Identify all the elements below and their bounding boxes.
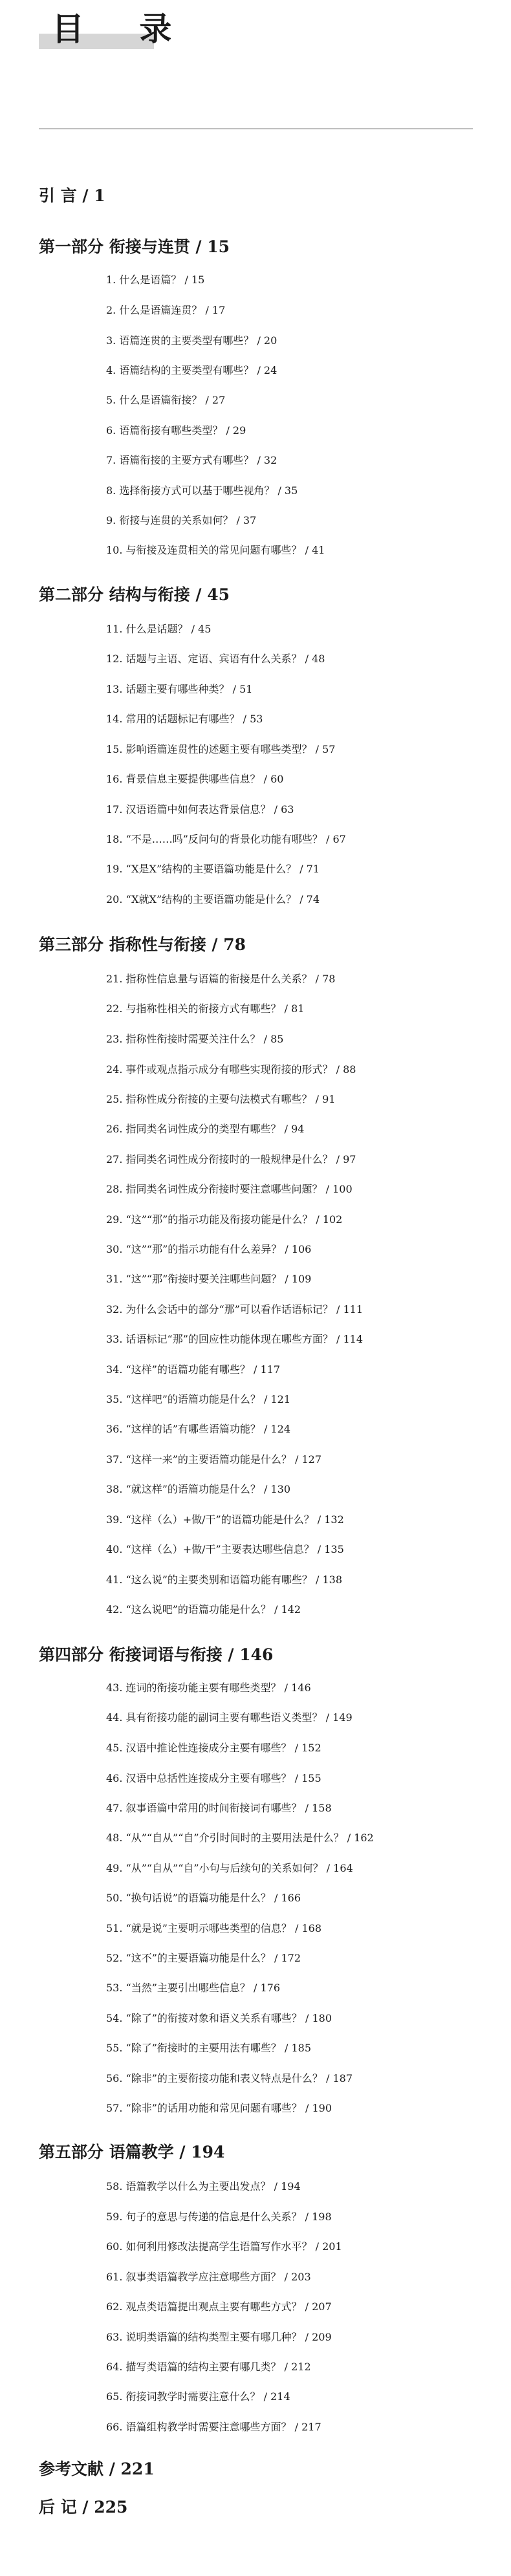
toc-entry: 5. 什么是语篇衔接？ / 27 (106, 394, 226, 406)
toc-entry: 54. “除了”的衔接对象和语义关系有哪些？ / 180 (106, 2012, 332, 2024)
toc-entry: 14. 常用的话题标记有哪些？ / 53 (106, 713, 263, 725)
toc-entry: 50. “换句话说”的语篇功能是什么？ / 166 (106, 1892, 301, 1904)
toc-entry: 22. 与指称性相关的衔接方式有哪些？ / 81 (106, 1002, 305, 1015)
toc-entry: 37. “这样一来”的主要语篇功能是什么？ / 127 (106, 1453, 321, 1466)
toc-entry: 64. 描写类语篇的结构主要有哪几类？ / 212 (106, 2361, 311, 2373)
page-title: 目 录 (52, 10, 194, 48)
toc-entry: 28. 指同类名词性成分衔接时要注意哪些问题？ / 100 (106, 1183, 353, 1195)
toc-entry: 33. 话语标记“那”的回应性功能体现在哪些方面？ / 114 (106, 1333, 363, 1345)
toc-entry: 46. 汉语中总括性连接成分主要有哪些？ / 155 (106, 1772, 321, 1784)
toc-entry: 51. “就是说”主要明示哪些类型的信息？ / 168 (106, 1922, 321, 1934)
toc-entry: 44. 具有衔接功能的副词主要有哪些语义类型？ / 149 (106, 1711, 353, 1724)
toc-entry: 17. 汉语语篇中如何表达背景信息？ / 63 (106, 803, 294, 816)
toc-entry: 57. “除非”的话用功能和常见问题有哪些？ / 190 (106, 2102, 332, 2114)
toc-entry: 59. 句子的意思与传递的信息是什么关系？ / 198 (106, 2211, 332, 2223)
toc-part-heading: 第一部分 衔接与连贯 / 15 (39, 237, 230, 256)
toc-entry: 35. “这样吧”的语篇功能是什么？ / 121 (106, 1393, 290, 1405)
toc-entry: 53. “当然”主要引出哪些信息？ / 176 (106, 1982, 280, 1994)
toc-entry: 52. “这不”的主要语篇功能是什么？ / 172 (106, 1952, 301, 1964)
toc-entry: 12. 话题与主语、定语、宾语有什么关系？ / 48 (106, 653, 325, 665)
toc-entry: 61. 叙事类语篇教学应注意哪些方面？ / 203 (106, 2271, 311, 2283)
toc-entry: 3. 语篇连贯的主要类型有哪些？ / 20 (106, 334, 277, 347)
toc-part-heading: 第三部分 指称性与衔接 / 78 (39, 935, 246, 954)
toc-entry: 10. 与衔接及连贯相关的常见问题有哪些？ / 41 (106, 544, 325, 556)
toc-entry: 48. “从”“自从”“自”介引时间时的主要用法是什么？ / 162 (106, 1832, 374, 1844)
toc-part-heading: 后 记 / 225 (39, 2498, 128, 2516)
toc-entry: 43. 连词的衔接功能主要有哪些类型？ / 146 (106, 1682, 311, 1694)
toc-part-heading: 第五部分 语篇教学 / 194 (39, 2143, 225, 2161)
toc-entry: 62. 观点类语篇提出观点主要有哪些方式？ / 207 (106, 2300, 332, 2313)
toc-entry: 25. 指称性成分衔接的主要句法模式有哪些？ / 91 (106, 1093, 336, 1105)
toc-entry: 26. 指同类名词性成分的类型有哪些？ / 94 (106, 1123, 305, 1135)
toc-entry: 15. 影响语篇连贯性的述题主要有哪些类型？ / 57 (106, 743, 336, 755)
toc-entry: 24. 事件或观点指示成分有哪些实现衔接的形式？ / 88 (106, 1063, 356, 1076)
toc-entry: 55. “除了”衔接时的主要用法有哪些？ / 185 (106, 2042, 311, 2054)
toc-entry: 8. 选择衔接方式可以基于哪些视角？ / 35 (106, 484, 298, 497)
toc-entry: 63. 说明类语篇的结构类型主要有哪几种？ / 209 (106, 2331, 332, 2343)
toc-entry: 41. “这么说”的主要类别和语篇功能有哪些？ / 138 (106, 1574, 342, 1586)
toc-entry: 36. “这样的话”有哪些语篇功能？ / 124 (106, 1423, 290, 1435)
toc-entry: 65. 衔接词教学时需要注意什么？ / 214 (106, 2390, 290, 2403)
toc-entry: 58. 语篇教学以什么为主要出发点？ / 194 (106, 2180, 301, 2192)
toc-entry: 60. 如何利用修改法提高学生语篇写作水平？ / 201 (106, 2240, 342, 2253)
toc-entry: 23. 指称性衔接时需要关注什么？ / 85 (106, 1033, 284, 1045)
toc-entry: 4. 语篇结构的主要类型有哪些？ / 24 (106, 364, 277, 376)
toc-entry: 20. “X就X”结构的主要语篇功能是什么？ / 74 (106, 893, 320, 905)
toc-entry: 34. “这样”的语篇功能有哪些？ / 117 (106, 1363, 280, 1376)
toc-entry: 18. “不是……吗”反问句的背景化功能有哪些？ / 67 (106, 833, 346, 845)
toc-entry: 1. 什么是语篇？ / 15 (106, 274, 205, 286)
toc-entry: 45. 汉语中推论性连接成分主要有哪些？ / 152 (106, 1742, 321, 1754)
toc-entry: 6. 语篇衔接有哪些类型？ / 29 (106, 424, 246, 437)
toc-entry: 9. 衔接与连贯的关系如何？ / 37 (106, 514, 257, 526)
toc-part-heading: 第二部分 结构与衔接 / 45 (39, 585, 230, 604)
toc-entry: 38. “就这样”的语篇功能是什么？ / 130 (106, 1483, 290, 1495)
toc-part-heading: 引 言 / 1 (39, 186, 105, 205)
page-title-block (39, 8, 194, 50)
toc-entry: 29. “这”“那”的指示功能及衔接功能是什么？ / 102 (106, 1213, 343, 1226)
toc-entry: 32. 为什么会话中的部分“那”可以看作话语标记？ / 111 (106, 1303, 363, 1315)
toc-entry: 27. 指同类名词性成分衔接时的一般规律是什么？ / 97 (106, 1153, 356, 1165)
toc-entry: 11. 什么是话题？ / 45 (106, 623, 212, 635)
toc-entry: 47. 叙事语篇中常用的时间衔接词有哪些？ / 158 (106, 1802, 332, 1814)
toc-entry: 13. 话题主要有哪些种类？ / 51 (106, 683, 253, 695)
toc-entry: 49. “从”“自从”“自”小句与后续句的关系如何？ / 164 (106, 1862, 353, 1874)
toc-part-heading: 参考文献 / 221 (39, 2460, 155, 2478)
toc-entry: 2. 什么是语篇连贯？ / 17 (106, 304, 226, 316)
toc-entry: 21. 指称性信息量与语篇的衔接是什么关系？ / 78 (106, 973, 336, 985)
toc-entry: 66. 语篇组构教学时需要注意哪些方面？ / 217 (106, 2421, 321, 2433)
toc-entry: 39. “这样（么）+做/干”的语篇功能是什么？ / 132 (106, 1513, 344, 1526)
toc-entry: 31. “这”“那”衔接时要关注哪些问题？ / 109 (106, 1273, 312, 1285)
toc-entry: 30. “这”“那”的指示功能有什么差异？ / 106 (106, 1243, 312, 1255)
toc-entry: 19. “X是X”结构的主要语篇功能是什么？ / 71 (106, 863, 320, 875)
toc-entry: 56. “除非”的主要衔接功能和表义特点是什么？ / 187 (106, 2072, 353, 2084)
toc-entry: 16. 背景信息主要提供哪些信息？ / 60 (106, 773, 284, 785)
toc-entry: 7. 语篇衔接的主要方式有哪些？ / 32 (106, 454, 277, 466)
toc-entry: 42. “这么说吧”的语篇功能是什么？ / 142 (106, 1603, 301, 1616)
toc-entry: 40. “这样（么）+做/干”主要表达哪些信息？ / 135 (106, 1543, 344, 1555)
title-divider (39, 128, 473, 129)
toc-part-heading: 第四部分 衔接词语与衔接 / 146 (39, 1645, 274, 1664)
